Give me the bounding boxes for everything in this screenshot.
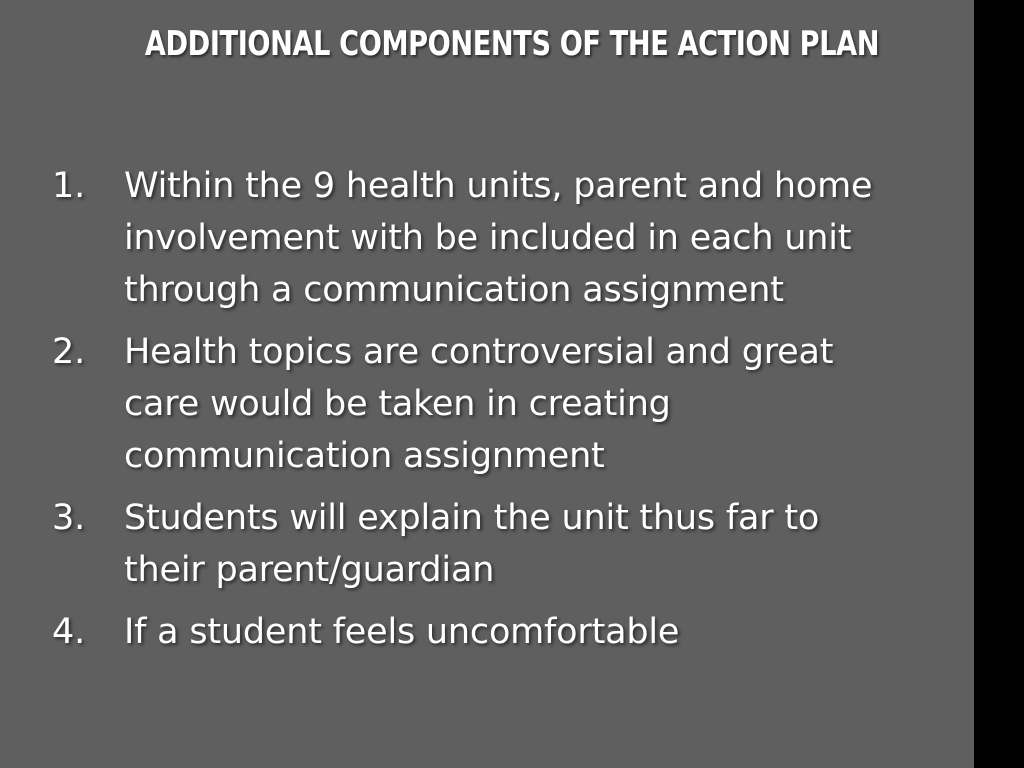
list-item xyxy=(0,606,904,658)
right-frame-bar xyxy=(974,0,1024,768)
list-item-text: If a student feels uncomfortable xyxy=(124,612,680,652)
list-item-text: Health topics are controversial and great care would be taken in creating communication assignment xyxy=(124,332,834,476)
list-item-number: 1. xyxy=(52,166,85,206)
list-item xyxy=(0,326,904,482)
list-item-text: Within the 9 health units, parent and home involvement with be included in each unit through a communication assignment xyxy=(124,166,873,310)
slide-body xyxy=(0,160,974,672)
list-item xyxy=(0,160,904,316)
list-item-text: Students will explain the unit thus far to their parent/guardian xyxy=(124,498,820,590)
list-item-number: 2. xyxy=(52,332,85,372)
list-item xyxy=(0,492,904,596)
list-item-number: 4. xyxy=(52,612,85,652)
slide-title: ADDITIONAL COMPONENTS OF THE ACTION PLAN xyxy=(144,24,880,64)
numbered-list xyxy=(0,160,904,668)
list-item-number: 3. xyxy=(52,498,85,538)
